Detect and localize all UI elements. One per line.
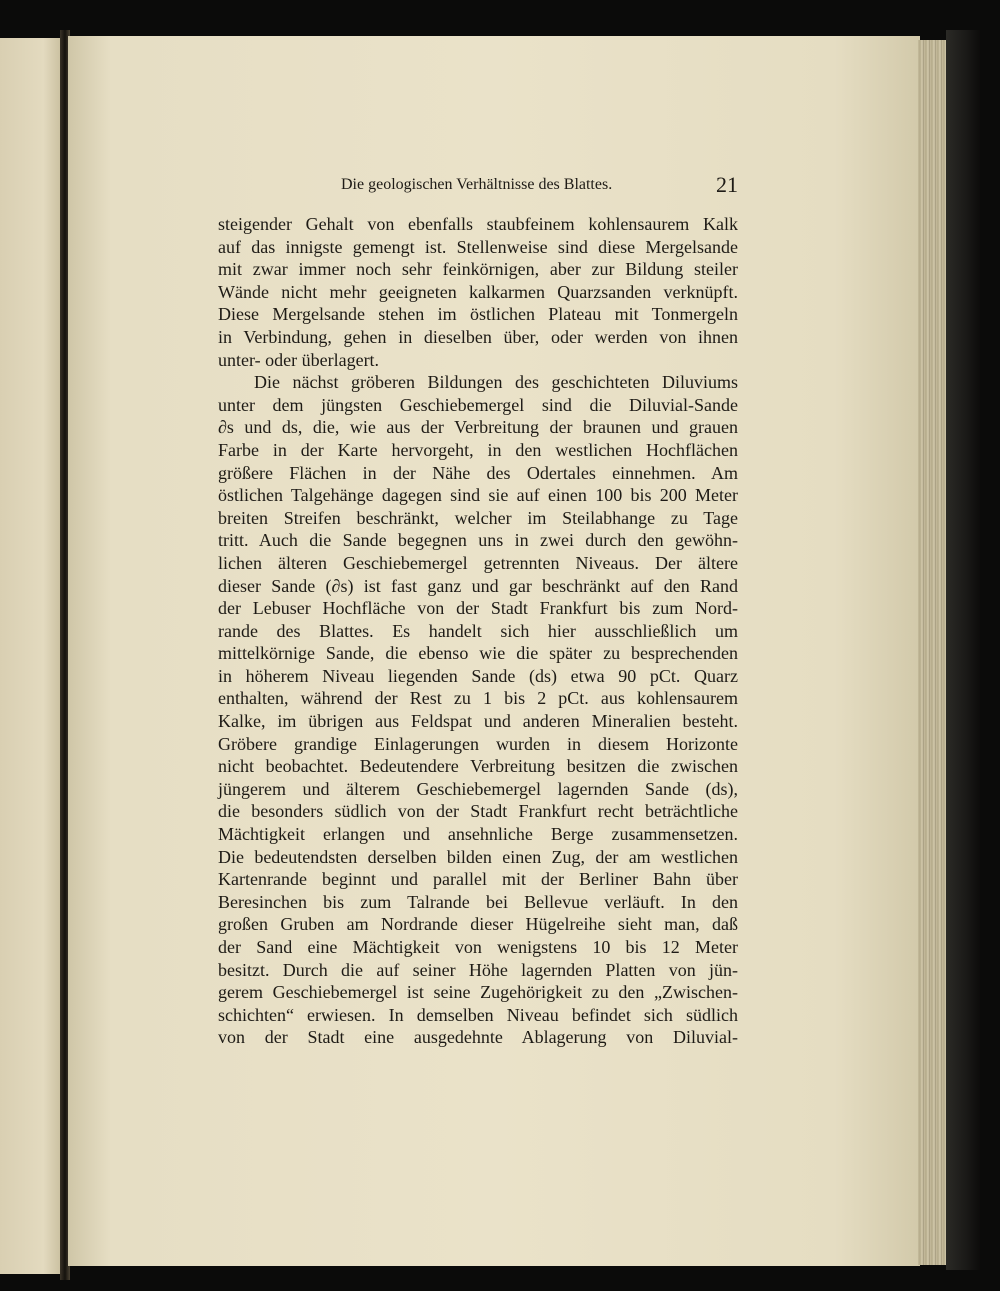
text-line: besitzt. Durch die auf seiner Höhe lagernden Platten von jün- <box>218 959 738 980</box>
text-line: mittelkörnige Sande, die ebenso wie die später zu besprechenden <box>218 643 738 664</box>
text-line: Gröbere grandige Einlagerungen wurden in diesem Horizonte <box>218 733 738 754</box>
text-line: tritt. Auch die Sande begegnen uns in zwei durch den gewöhn- <box>218 530 738 551</box>
text-line: lichen älteren Geschiebemergel getrennten Niveaus. Der ältere <box>218 552 738 573</box>
text-line: dieser Sande (∂s) ist fast ganz und gar beschränkt auf den Rand <box>218 575 738 596</box>
text-line: der Sand eine Mächtigkeit von wenigstens 10 bis 12 Meter <box>218 937 738 957</box>
book-cover-edge <box>946 30 980 1270</box>
page-header <box>218 172 738 202</box>
text-line: Kartenrande beginnt und parallel mit der Berliner Bahn über <box>218 869 738 890</box>
text-line: in Verbindung, gehen in dieselben über, oder werden von ihnen <box>218 326 738 347</box>
text-line: schichten“ erwiesen. In demselben Niveau befindet sich südlich <box>218 1004 738 1025</box>
text-line: mit zwar immer noch sehr feinkörnigen, aber zur Bildung steiler <box>218 259 738 280</box>
text-line: Wände nicht mehr geeigneten kalkarmen Quarzsanden verknüpft. <box>218 281 738 302</box>
text-line: in höherem Niveau liegenden Sande (ds) etwa 90 pCt. Quarz <box>218 665 738 686</box>
text-line: Farbe in der Karte hervorgeht, in den westlichen Hochflächen <box>218 439 738 460</box>
text-line: auf das innigste gemengt ist. Stellenweise sind diese Mergelsande <box>218 236 738 257</box>
text-line: Kalke, im übrigen aus Feldspat und anderen Mineralien besteht. <box>218 711 738 732</box>
text-line: rande des Blattes. Es handelt sich hier ausschließlich um <box>218 620 738 641</box>
text-line: großen Gruben am Nordrande dieser Hügelreihe sieht man, daß <box>218 914 738 935</box>
text-line: Die nächst gröberen Bildungen des geschichteten Diluviums <box>254 372 738 393</box>
running-title: Die geologischen Verhältnisse des Blattes. <box>341 176 613 193</box>
text-line: unter dem jüngsten Geschiebemergel sind die Diluvial-Sande <box>218 394 738 415</box>
text-line: ∂s und ds, die, wie aus der Verbreitung der braunen und grauen <box>218 417 738 438</box>
text-line: enthalten, während der Rest zu 1 bis 2 pCt. aus kohlensaurem <box>218 688 738 709</box>
text-line: von der Stadt eine ausgedehnte Ablagerung von Diluvial- <box>218 1027 738 1048</box>
text-line: steigender Gehalt von ebenfalls staubfeinem kohlensaurem Kalk <box>218 214 738 234</box>
text-line: die besonders südlich von der Stadt Frankfurt recht beträchtliche <box>218 801 738 822</box>
page-stack-edges <box>918 40 948 1265</box>
text-line: östlichen Talgehänge dagegen sind sie auf einen 100 bis 200 Meter <box>218 485 738 506</box>
text-line: jüngerem und älterem Geschiebemergel lagernden Sande (ds), <box>218 778 738 799</box>
text-line: größere Flächen in der Nähe des Odertales einnehmen. Am <box>218 462 738 483</box>
text-line: Mächtigkeit erlangen und ansehnliche Berge zusammensetzen. <box>218 824 738 845</box>
page-number: 21 <box>716 172 738 197</box>
text-line: Beresinchen bis zum Talrande bei Bellevue verläuft. In den <box>218 891 738 912</box>
text-line: gerem Geschiebemergel ist seine Zugehörigkeit zu den „Zwischen- <box>218 982 738 1003</box>
text-line: Die bedeutendsten derselben bilden einen Zug, der am westlichen <box>218 846 738 867</box>
text-line: unter- oder überlagert. <box>218 349 380 370</box>
text-line: der Lebuser Hochfläche von der Stadt Frankfurt bis zum Nord- <box>218 598 738 619</box>
text-line: breiten Streifen beschränkt, welcher im Steilabhange zu Tage <box>218 507 738 528</box>
text-line: Diese Mergelsande stehen im östlichen Plateau mit Tonmergeln <box>218 304 738 325</box>
left-page-edge <box>0 38 62 1274</box>
text-line: nicht beobachtet. Bedeutendere Verbreitung besitzen die zwischen <box>218 756 738 777</box>
body-text <box>218 213 738 1049</box>
